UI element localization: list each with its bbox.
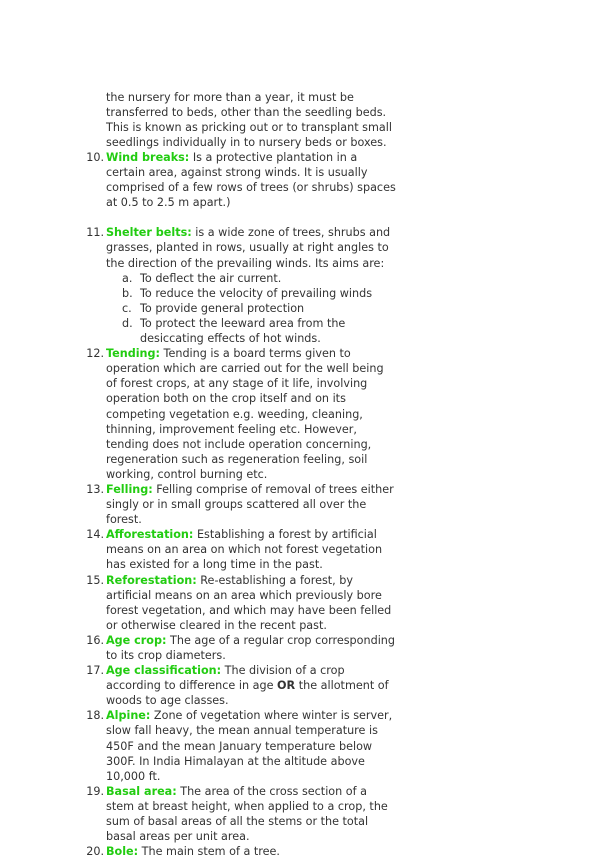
item-number: 19. xyxy=(86,784,104,798)
sub-item-text: To reduce the velocity of prevailing winds xyxy=(140,286,373,300)
list-item-reforestation xyxy=(0,573,396,633)
item-number: 18. xyxy=(86,709,104,723)
item-number: 13. xyxy=(86,482,104,496)
item-number: 17. xyxy=(86,664,104,678)
sub-item-letter: c. xyxy=(122,301,132,315)
term-label: Wind breaks: xyxy=(106,151,190,164)
sub-item-text: To deflect the air current. xyxy=(140,271,282,285)
term-definition: The division of a crop according to difference in age xyxy=(106,664,345,693)
term-definition: Tending is a board terms given to operation which are carried out for the well being of forest crops, at any stage of it life, involving operation both on the crop itself and on its competing vegetation e.g. weeding, cleaning, thinning, improvement feeling etc. However, tending does not include operation concerning, regeneration such as regeneration feeling, soil working, control burning etc. xyxy=(106,347,384,481)
item-number: 16. xyxy=(86,633,104,647)
list-item-age-crop xyxy=(0,633,396,663)
sub-list-item xyxy=(106,286,396,301)
term-definition: The area of the cross section of a stem at breast height, when applied to a crop, the sum of basal areas of all the stems or the total basal areas per unit area. xyxy=(106,784,388,844)
item-number: 15. xyxy=(86,573,104,587)
term-label: Age classification: xyxy=(106,664,222,678)
sub-item-text: To protect the leeward area from the desiccating effects of hot winds. xyxy=(140,316,346,346)
term-definition: Felling comprise of removal of trees either singly or in small groups scattered all over the forest. xyxy=(106,482,394,527)
sub-item-text: To provide general protection xyxy=(140,301,305,315)
continuation-paragraph: the nursery for more than a year, it must be transferred to beds, other than the seedling beds. This is known as pricking out or to transplant small seedlings individually in to nursery beds or boxes. xyxy=(106,91,392,150)
item-number: 12. xyxy=(86,347,104,361)
sub-item-letter: a. xyxy=(122,271,133,285)
sub-item-letter: d. xyxy=(122,316,133,330)
list-item-basal-area xyxy=(0,784,396,844)
list-item-tending xyxy=(0,346,396,482)
emphasis-or: OR xyxy=(277,679,296,693)
sub-item-letter: b. xyxy=(122,286,133,300)
term-definition: is a wide zone of trees, shrubs and grasses, planted in rows, usually at right angles to the direction of the prevailing winds. Its aims are: xyxy=(106,226,391,270)
term-label: Felling: xyxy=(106,482,153,496)
term-label: Shelter belts: xyxy=(106,226,192,240)
sub-list xyxy=(106,271,396,346)
term-definition: Zone of vegetation where winter is server, slow fall heavy, the mean annual temperature is 450F and the mean January temperature below 300F. In India Himalayan at the altitude above 10,000 ft. xyxy=(106,709,393,783)
list-item-felling xyxy=(0,482,396,527)
term-definition: Establishing a forest by artificial means on an area on which not forest vegetation has existed for a long time in the past. xyxy=(106,528,383,572)
list-item-alpine xyxy=(0,708,396,783)
item-number: 20. xyxy=(86,845,104,859)
sub-list-item xyxy=(106,301,396,316)
term-definition-continued: the allotment of woods to age classes. xyxy=(106,679,389,708)
term-definition: Is a protective plantation in a certain area, against strong winds. It is usually comprised of a few rows of trees (or shrubs) spaces at 0.5 to 2.5 m apart.) xyxy=(106,151,396,210)
term-label: Reforestation: xyxy=(106,573,197,587)
term-definition: Re-establishing a forest, by artificial means on an area which previously bore forest vegetation, and which may have been felled or otherwise cleared in the recent past. xyxy=(106,573,392,632)
list-item-wind-breaks xyxy=(0,150,396,210)
term-label: Tending: xyxy=(106,347,160,361)
list-item-afforestation xyxy=(0,527,396,572)
list-item-bole xyxy=(0,844,396,859)
item-number: 10. xyxy=(86,151,104,164)
term-label: Age crop: xyxy=(106,633,167,647)
glossary-list xyxy=(0,150,600,859)
list-item-shelter-belts xyxy=(0,225,396,346)
term-label: Alpine: xyxy=(106,709,151,723)
term-label: Afforestation: xyxy=(106,528,194,542)
sub-list-item xyxy=(106,271,396,286)
term-label: Bole: xyxy=(106,845,139,859)
term-label: Basal area: xyxy=(106,784,177,798)
list-item-age-classification xyxy=(0,663,396,708)
sub-list-item xyxy=(106,316,396,346)
item-number: 14. xyxy=(86,528,104,542)
term-definition: The main stem of a tree. xyxy=(138,845,280,859)
item-number: 11. xyxy=(86,226,104,240)
term-definition: The age of a regular crop corresponding to its crop diameters. xyxy=(106,633,395,662)
